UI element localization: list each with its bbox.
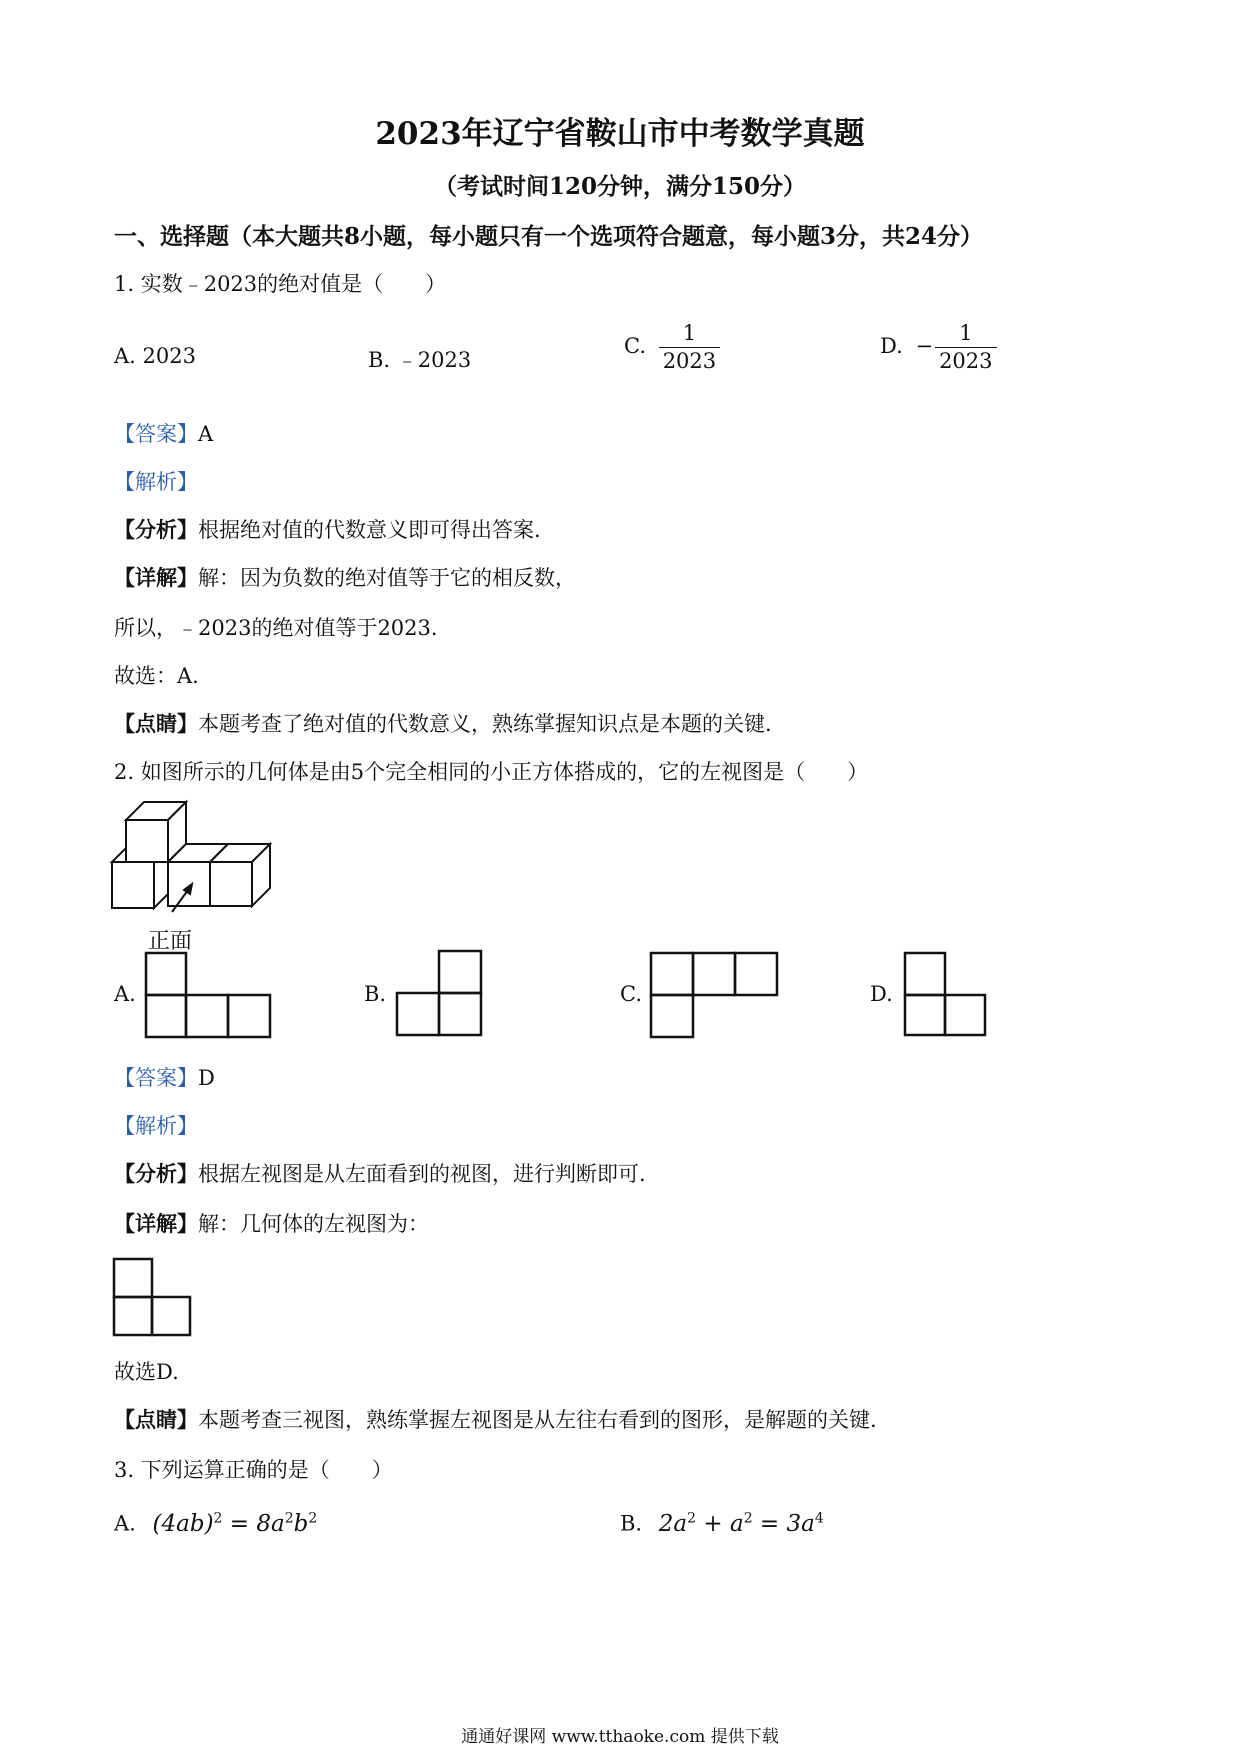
q2-dianjing-text: 本题考查三视图，熟练掌握左视图是从左往右看到的图形，是解题的关键. — [198, 1408, 877, 1432]
q1-solution-line-3: 故选：A. — [114, 664, 199, 688]
q3-option-b-exp2: 2 — [743, 1510, 753, 1526]
dianjing-tag: 【点睛】 — [114, 1407, 198, 1432]
q2-fenxi — [114, 1158, 646, 1188]
q2-answer — [114, 1062, 215, 1092]
q2-left-view-figure — [113, 1258, 195, 1338]
answer-tag: 【答案】 — [114, 1066, 198, 1090]
q2-option-b-label: B. — [364, 982, 387, 1006]
q3-option-a-lhs: (4ab) — [152, 1510, 214, 1537]
q3-option-b-label: B. — [620, 1511, 643, 1536]
q3-option-b-exp3: 4 — [814, 1510, 824, 1526]
q3-option-a-rhs-exp1: 2 — [284, 1510, 294, 1526]
q1-option-c-label: C. — [624, 334, 646, 359]
q1-solution-line-2: 所以，﹣2023的绝对值等于2023. — [114, 616, 438, 640]
section-heading: 一、选择题（本大题共8小题，每小题只有一个选项符合题意，每小题3分，共24分） — [114, 223, 984, 250]
q3-option-b-expression — [659, 1511, 824, 1537]
q2-xiangjie-text: 解：几何体的左视图为： — [198, 1212, 429, 1236]
q1-fenxi-text: 根据绝对值的代数意义即可得出答案. — [198, 518, 541, 542]
q2-option-a-label: A. — [114, 982, 136, 1006]
q3-option-b-exp1: 2 — [687, 1510, 697, 1526]
footer-watermark: 通通好课网 www.tthaoke.com 提供下载 — [461, 1727, 779, 1747]
exam-info: （考试时间120分钟，满分150分） — [433, 173, 807, 200]
q1-analysis-tag: 【解析】 — [114, 470, 198, 494]
q1-dianjing-text: 本题考查了绝对值的代数意义，熟练掌握知识点是本题的关键. — [198, 712, 772, 736]
q2-fenxi-text: 根据左视图是从左面看到的视图，进行判断即可. — [198, 1162, 646, 1186]
q1-option-d-denominator: 2023 — [939, 349, 993, 374]
xiangjie-tag: 【详解】 — [114, 1211, 198, 1236]
q2-option-d-figure — [904, 952, 994, 1038]
q3-option-a — [114, 1510, 317, 1537]
answer-tag: 【答案】 — [114, 422, 198, 446]
q1-option-d — [880, 322, 997, 373]
q1-answer — [114, 418, 213, 448]
q1-option-d-fraction — [935, 322, 996, 373]
fenxi-tag: 【分析】 — [114, 1161, 198, 1186]
q3-option-a-rhs-exp2: 2 — [308, 1510, 318, 1526]
q1-stem: 1. 实数﹣2023的绝对值是（ ） — [114, 272, 447, 296]
q2-option-b-figure — [396, 950, 486, 1038]
dianjing-tag: 【点睛】 — [114, 711, 198, 736]
q2-stem: 2. 如图所示的几何体是由5个完全相同的小正方体搭成的，它的左视图是（ ） — [114, 760, 869, 784]
q1-option-d-label: D. — [880, 334, 903, 359]
q3-option-b-mid: + a — [703, 1510, 744, 1537]
q3-option-a-expression — [153, 1511, 318, 1537]
q2-solution-line-3: 故选D. — [114, 1360, 179, 1384]
q2-option-a-figure — [145, 952, 275, 1038]
q1-xiangjie — [114, 562, 576, 592]
q3-option-a-exp: 2 — [213, 1510, 223, 1526]
q1-dianjing — [114, 708, 772, 738]
q2-analysis-tag: 【解析】 — [114, 1114, 198, 1138]
q1-option-d-sign: − — [915, 334, 934, 359]
q2-option-c-figure — [650, 952, 782, 1038]
q1-option-a: A. 2023 — [114, 344, 196, 368]
q1-option-d-numerator: 1 — [935, 322, 996, 348]
page-title: 2023年辽宁省鞍山市中考数学真题 — [375, 116, 865, 152]
xiangjie-tag: 【详解】 — [114, 565, 198, 590]
q2-answer-value: D — [198, 1066, 215, 1090]
q2-xiangjie — [114, 1208, 429, 1238]
q3-option-a-rhs-b: b — [293, 1510, 309, 1537]
q3-option-b-rhs: = 3a — [759, 1510, 815, 1537]
q3-option-a-label: A. — [114, 1511, 136, 1536]
q2-option-c-label: C. — [620, 982, 642, 1006]
q1-option-c-numerator: 1 — [659, 322, 720, 348]
q1-option-c-fraction — [659, 322, 720, 373]
q2-solid-figure — [112, 800, 282, 920]
q1-option-c — [624, 322, 720, 373]
q3-option-a-rhs: = 8a — [229, 1510, 285, 1537]
q1-option-b: B. ﹣2023 — [368, 348, 472, 372]
q2-front-label: 正面 — [148, 929, 193, 954]
q3-option-b-lhs: 2a — [658, 1510, 688, 1537]
q3-option-b — [620, 1510, 824, 1537]
fenxi-tag: 【分析】 — [114, 517, 198, 542]
q1-xiangjie-text: 解：因为负数的绝对值等于它的相反数， — [198, 566, 576, 590]
q1-fenxi — [114, 514, 541, 544]
q1-answer-value: A — [198, 422, 214, 446]
q2-dianjing — [114, 1404, 877, 1434]
q1-option-c-denominator: 2023 — [662, 349, 717, 374]
q2-option-d-label: D. — [870, 982, 893, 1006]
q3-stem: 3. 下列运算正确的是（ ） — [114, 1458, 393, 1482]
